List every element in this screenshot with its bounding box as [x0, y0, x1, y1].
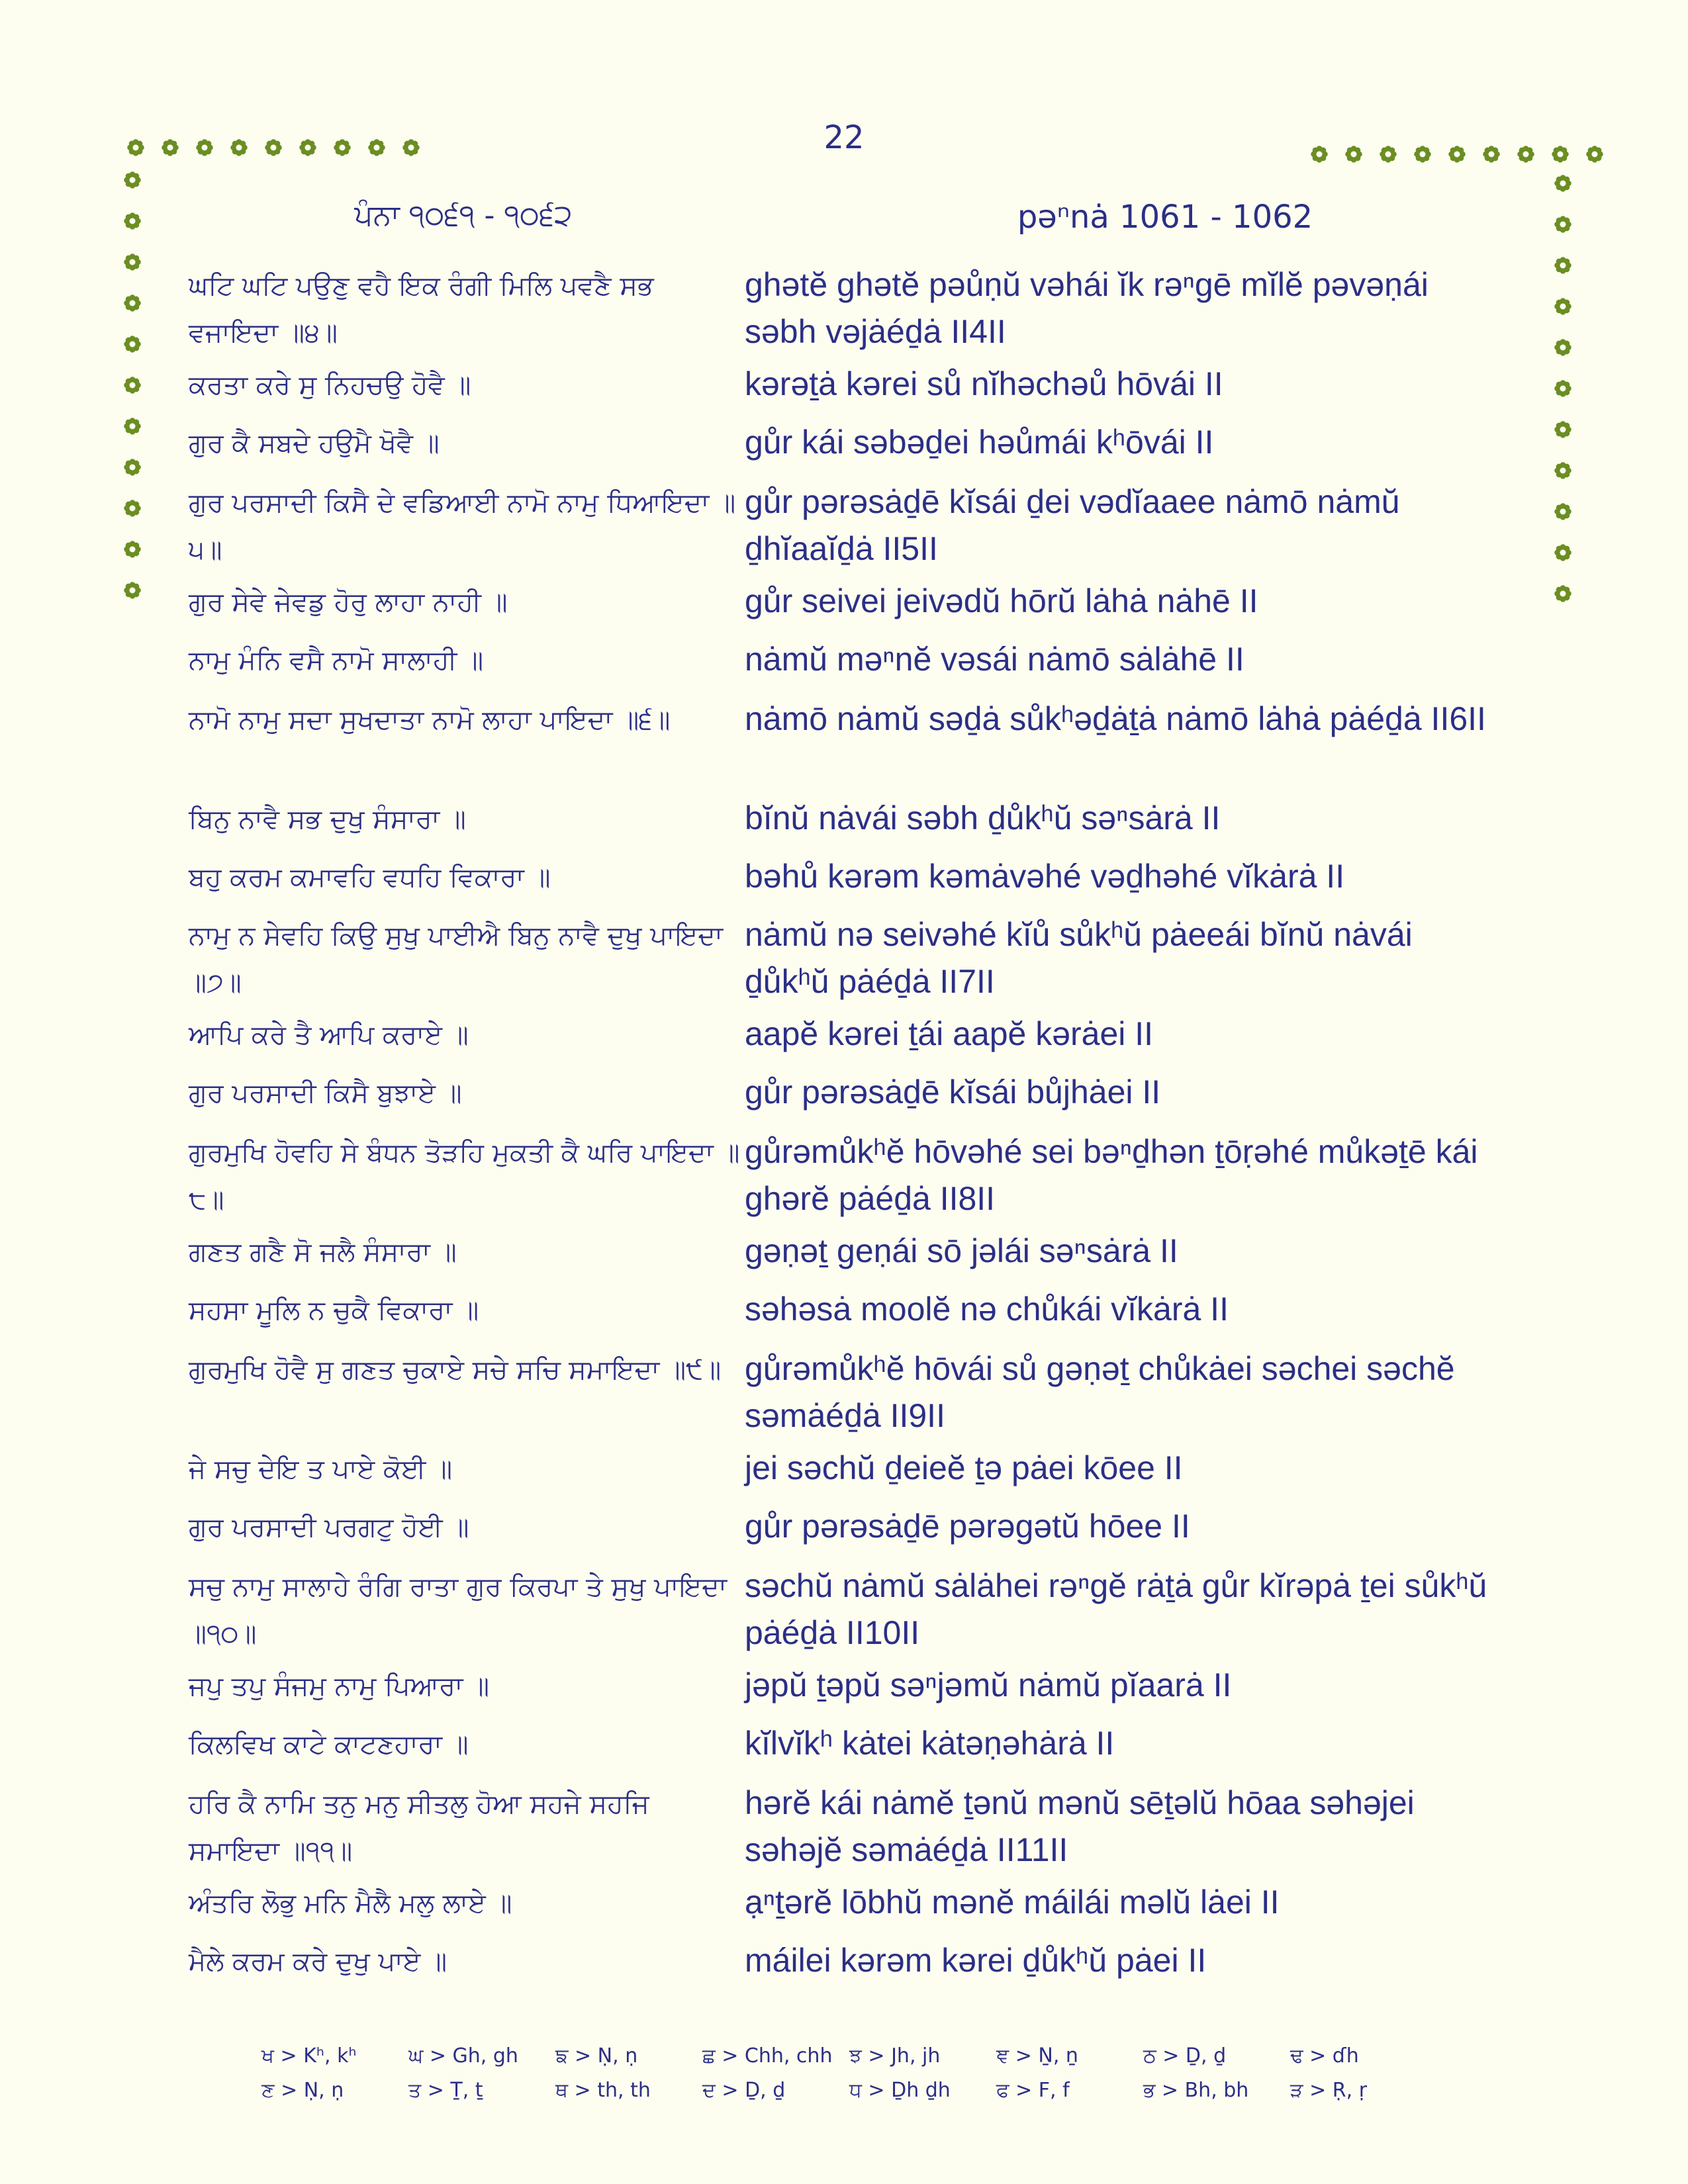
- verse-gurmukhi: ਨਾਮੁ ਮੰਨਿ ਵਸੈ ਨਾਮੋ ਸਾਲਾਹੀ ॥: [189, 645, 484, 676]
- flower-icon: [1309, 144, 1329, 164]
- flower-icon: [1553, 543, 1573, 563]
- flower-icon: [1553, 502, 1573, 522]
- verse-transliteration: gůrəmůkʰĕ hōvəhé sei bəⁿḏhən ṯōṛəhé můkəṯē kái ghərĕ pȧéḏȧ II8II: [745, 1133, 1478, 1217]
- verse-transliteration: gəṇəṯ geṇái sō jəlái səⁿsȧrȧ II: [745, 1232, 1178, 1269]
- verse-gurmukhi: ਗੁਰ ਕੈ ਸਬਦੇ ਹਉਮੈ ਖੋਵੈ ॥: [189, 428, 440, 459]
- verse-gurmukhi: ਕਿਲਵਿਖ ਕਾਟੇ ਕਾਟਣਹਾਰਾ ॥: [189, 1729, 469, 1760]
- verse-transliteration: ạⁿṯərĕ lōbhŭ mənĕ máilái məlŭ lȧei II: [745, 1884, 1280, 1921]
- verse-row: [189, 1937, 1513, 1997]
- verse-gurmukhi: ਹਰਿ ਕੈ ਨਾਮਿ ਤਨੁ ਮਨੁ ਸੀਤਲੁ ਹੋਆ ਸਹਜੇ ਸਹਜਿ ਸਮਾਇਦਾ ॥੧੧॥: [189, 1789, 649, 1866]
- verse-gurmukhi: ਸਚੁ ਨਾਮੁ ਸਾਲਾਹੇ ਰੰਗਿ ਰਾਤਾ ਗੁਰ ਕਿਰਪਾ ਤੇ ਸੁਖੁ ਪਾਇਦਾ ॥੧੦॥: [189, 1572, 727, 1649]
- transliteration-legend: [261, 2038, 1453, 2107]
- legend-item: ਦ > Ḏ, ḏ: [702, 2078, 786, 2102]
- verse-gurmukhi: ਅੰਤਰਿ ਲੋਭੁ ਮਨਿ ਮੈਲੈ ਮਲੁ ਲਾਏ ॥: [189, 1888, 512, 1919]
- verse-gurmukhi: ਬਹੁ ਕਰਮ ਕਮਾਵਹਿ ਵਧਹਿ ਵਿਕਾਰਾ ॥: [189, 862, 551, 893]
- verse-transliteration: gůr kái səbəḏei həůmái kʰōvái II: [745, 424, 1214, 461]
- flower-icon: [122, 252, 142, 272]
- verse-row: [189, 419, 1513, 478]
- flower-icon: [1344, 144, 1364, 164]
- verse-transliteration: hərĕ kái nȧmĕ ṯənŭ mənŭ sēṯəlŭ hōaa səhəjei səhəjĕ səmȧéḏȧ II11II: [745, 1784, 1415, 1868]
- verse-row: [189, 261, 1513, 361]
- flower-icon: [1553, 214, 1573, 234]
- verse-gurmukhi: ਗੁਰ ਪਰਸਾਦੀ ਪਰਗਟੁ ਹੋਈ ॥: [189, 1512, 469, 1543]
- flower-icon: [1481, 144, 1501, 164]
- flower-icon: [122, 498, 142, 518]
- flower-icon: [1553, 584, 1573, 604]
- verse-transliteration: səchŭ nȧmŭ sȧlȧhei rəⁿgĕ rȧṯȧ gůr kĭrəpȧ ṯei sůkʰŭ pȧéḏȧ II10II: [745, 1567, 1487, 1651]
- verse-transliteration: jei səchŭ ḏeieĕ ṯə pȧei kōee II: [745, 1449, 1183, 1486]
- flower-icon: [122, 580, 142, 600]
- verse-transliteration: kərəṯȧ kərei sů nĭhəchəů hōvái II: [745, 365, 1223, 402]
- legend-item: ਝ > Jh, jh: [849, 2044, 941, 2068]
- legend-item: ਙ > Ṇ, ṇ: [555, 2044, 638, 2068]
- flower-icon: [126, 138, 146, 158]
- verse-row: [189, 1345, 1513, 1445]
- flower-icon: [1553, 461, 1573, 480]
- legend-row: [261, 2073, 1453, 2107]
- legend-item: ਠ > Ḏ, ḏ: [1143, 2044, 1227, 2068]
- legend-item: ਛ > Chh, chh: [702, 2044, 833, 2068]
- verse-gurmukhi: ਬਿਨੁ ਨਾਵੈ ਸਭ ਦੁਖੁ ਸੰਸਾਰਾ ॥: [189, 804, 466, 835]
- flower-icon: [1553, 173, 1573, 193]
- verse-row: [189, 361, 1513, 419]
- verse-list: [189, 261, 1513, 1997]
- legend-row: [261, 2038, 1453, 2073]
- flower-border-top-left: [126, 138, 421, 158]
- legend-item: ੜ > Ṛ, ṛ: [1290, 2078, 1368, 2102]
- page-number: 22: [823, 119, 865, 156]
- legend-item: ਥ > th, th: [555, 2078, 651, 2102]
- verse-gurmukhi: ਜੇ ਸਚੁ ਦੇਇ ਤ ਪਾਏ ਕੋਈ ॥: [189, 1454, 453, 1484]
- verse-transliteration: gůr pərəsȧḏē kĭsái ḏei vədĭaaee nȧmō nȧmŭ ḏhĭaaĭḏȧ II5II: [745, 483, 1400, 567]
- flower-icon: [298, 138, 318, 158]
- verse-row: [189, 636, 1513, 696]
- flower-icon: [1550, 144, 1570, 164]
- verse-gurmukhi: ਗੁਰ ਸੇਵੇ ਜੇਵਡੁ ਹੋਰੁ ਲਾਹਾ ਨਾਹੀ ॥: [189, 587, 508, 617]
- flower-icon: [122, 334, 142, 354]
- verse-row: [189, 1780, 1513, 1879]
- flower-icon: [1378, 144, 1398, 164]
- verse-row: [189, 478, 1513, 578]
- flower-icon: [122, 539, 142, 559]
- flower-border-right: [1553, 173, 1573, 604]
- verse-row: [189, 696, 1513, 795]
- verse-row: [189, 1128, 1513, 1228]
- verse-transliteration: nȧmŭ nə seivəhé kĭů sůkʰŭ pȧeeái bĭnŭ nȧvái ḏůkʰŭ pȧéḏȧ II7II: [745, 916, 1413, 1000]
- verse-row: [189, 1720, 1513, 1780]
- flower-icon: [160, 138, 180, 158]
- flower-icon: [1553, 255, 1573, 275]
- verse-gurmukhi: ਆਪਿ ਕਰੇ ਤੈ ਆਪਿ ਕਰਾਏ ॥: [189, 1020, 469, 1050]
- verse-row: [189, 1563, 1513, 1662]
- legend-item: ਭ > Bh, bh: [1143, 2078, 1249, 2102]
- flower-icon: [1447, 144, 1467, 164]
- legend-item: ਤ > Ṯ, ṯ: [408, 2078, 483, 2102]
- legend-item: ਢ > ɗh: [1290, 2044, 1359, 2068]
- verse-gurmukhi: ਗੁਰ ਪਰਸਾਦੀ ਕਿਸੈ ਦੇ ਵਡਿਆਈ ਨਾਮੋ ਨਾਮੁ ਧਿਆਇਦਾ ॥੫॥: [189, 488, 736, 565]
- verse-transliteration: nȧmŭ məⁿnĕ vəsái nȧmō sȧlȧhē II: [745, 641, 1244, 678]
- verse-transliteration: nȧmō nȧmŭ səḏȧ sůkʰəḏȧṯȧ nȧmō lȧhȧ pȧéḏȧ II6II: [745, 700, 1486, 737]
- verse-transliteration: ghətĕ ghətĕ pəůṇŭ vəhái ĭk rəⁿgē mĭlĕ pəvəṇái səbh vəjȧéḏȧ II4II: [745, 266, 1429, 350]
- verse-transliteration: jəpŭ ṯəpŭ səⁿjəmŭ nȧmŭ pĭaarȧ II: [745, 1666, 1232, 1704]
- verse-row: [189, 578, 1513, 636]
- legend-item: ਖ > Kʰ, kʰ: [261, 2044, 357, 2068]
- verse-transliteration: aapĕ kərei ṯái aapĕ kərȧei II: [745, 1015, 1154, 1052]
- verse-row: [189, 1445, 1513, 1503]
- verse-transliteration: səhəsȧ moolĕ nə chůkái vĭkȧrȧ II: [745, 1291, 1229, 1328]
- verse-row: [189, 853, 1513, 911]
- verse-transliteration: máilei kərəm kərei ḏůkʰŭ pȧei II: [745, 1942, 1207, 1979]
- flower-icon: [122, 293, 142, 313]
- verse-row: [189, 1286, 1513, 1345]
- legend-item: ਞ > Ṉ, ṉ: [996, 2044, 1078, 2068]
- verse-gurmukhi: ਗੁਰਮੁਖਿ ਹੋਵਹਿ ਸੇ ਬੰਧਨ ਤੋੜਹਿ ਮੁਕਤੀ ਕੈ ਘਰਿ ਪਾਇਦਾ ॥੮॥: [189, 1138, 740, 1215]
- verse-row: [189, 1228, 1513, 1286]
- verse-row: [189, 1011, 1513, 1069]
- flower-icon: [229, 138, 249, 158]
- flower-icon: [332, 138, 352, 158]
- flower-icon: [1553, 338, 1573, 357]
- header-gurmukhi: ਪੰਨਾ ੧੦੬੧ - ੧੦੬੨: [354, 199, 573, 232]
- flower-icon: [1553, 296, 1573, 316]
- verse-row: [189, 1503, 1513, 1563]
- header-transliteration: pəⁿnȧ 1061 - 1062: [1017, 199, 1313, 236]
- flower-border-left: [122, 170, 142, 600]
- verse-transliteration: bĭnŭ nȧvái səbh ḏůkʰŭ səⁿsȧrȧ II: [745, 799, 1221, 837]
- legend-item: ਫ > F, f: [996, 2078, 1070, 2102]
- legend-item: ਣ > Ṇ, ṇ: [261, 2078, 344, 2102]
- verse-gurmukhi: ਨਾਮੋ ਨਾਮੁ ਸਦਾ ਸੁਖਦਾਤਾ ਨਾਮੋ ਲਾਹਾ ਪਾਇਦਾ ॥੬॥: [189, 705, 671, 735]
- verse-gurmukhi: ਗੁਰਮੁਖਿ ਹੋਵੈ ਸੁ ਗਣਤ ਚੁਕਾਏ ਸਚੇ ਸਚਿ ਸਮਾਇਦਾ ॥੯॥: [189, 1355, 722, 1385]
- verse-gurmukhi: ਗੁਰ ਪਰਸਾਦੀ ਕਿਸੈ ਬੁਝਾਏ ॥: [189, 1078, 462, 1109]
- page-header: [185, 199, 1509, 236]
- flower-icon: [1516, 144, 1536, 164]
- verse-gurmukhi: ਕਰਤਾ ਕਰੇ ਸੁ ਨਿਹਚਉ ਹੋਵੈ ॥: [189, 370, 471, 400]
- verse-transliteration: gůr seivei jeivədŭ hōrŭ lȧhȧ nȧhē II: [745, 582, 1258, 619]
- flower-icon: [263, 138, 283, 158]
- flower-icon: [1553, 420, 1573, 439]
- verse-gurmukhi: ਘਟਿ ਘਟਿ ਪਉਣੁ ਵਹੈ ਇਕ ਰੰਗੀ ਮਿਲਿ ਪਵਣੈ ਸਭ ਵਜਾਇਦਾ ॥੪॥: [189, 271, 654, 348]
- verse-row: [189, 1069, 1513, 1128]
- flower-icon: [1413, 144, 1432, 164]
- verse-transliteration: gůrəmůkʰĕ hōvái sů gəṇəṯ chůkȧei səchei səchĕ səmȧéḏȧ II9II: [745, 1350, 1455, 1434]
- flower-icon: [1585, 144, 1605, 164]
- verse-transliteration: gůr pərəsȧḏē kĭsái bůjhȧei II: [745, 1073, 1161, 1111]
- flower-icon: [367, 138, 387, 158]
- legend-item: ਧ > Ḏh ḏh: [849, 2078, 951, 2102]
- flower-icon: [122, 416, 142, 436]
- flower-icon: [401, 138, 421, 158]
- flower-icon: [1553, 379, 1573, 398]
- verse-transliteration: bəhů kərəm kəmȧvəhé vəḏhəhé vĭkȧrȧ II: [745, 858, 1345, 895]
- flower-icon: [122, 457, 142, 477]
- legend-item: ਘ > Gh, gh: [408, 2044, 518, 2068]
- verse-row: [189, 1879, 1513, 1937]
- verse-row: [189, 911, 1513, 1011]
- flower-icon: [122, 375, 142, 395]
- verse-gurmukhi: ਗਣਤ ਗਣੈ ਸੋ ਜਲੈ ਸੰਸਾਰਾ ॥: [189, 1237, 457, 1267]
- verse-transliteration: gůr pərəsȧḏē pərəgətŭ hōee II: [745, 1508, 1190, 1545]
- verse-gurmukhi: ਮੈਲੇ ਕਰਮ ਕਰੇ ਦੁਖੁ ਪਾਏ ॥: [189, 1946, 447, 1977]
- verse-transliteration: kĭlvĭkʰ kȧtei kȧtəṇəhȧrȧ II: [745, 1725, 1115, 1762]
- verse-gurmukhi: ਨਾਮੁ ਨ ਸੇਵਹਿ ਕਿਉ ਸੁਖੁ ਪਾਈਐ ਬਿਨੁ ਨਾਵੈ ਦੁਖੁ ਪਾਇਦਾ ॥੭॥: [189, 921, 724, 998]
- flower-icon: [195, 138, 214, 158]
- flower-border-top-right: [1309, 144, 1605, 164]
- flower-icon: [122, 170, 142, 190]
- verse-gurmukhi: ਜਪੁ ਤਪੁ ਸੰਜਮੁ ਨਾਮੁ ਪਿਆਰਾ ॥: [189, 1671, 490, 1702]
- flower-icon: [122, 211, 142, 231]
- verse-row: [189, 795, 1513, 853]
- verse-row: [189, 1662, 1513, 1720]
- verse-gurmukhi: ਸਹਸਾ ਮੂਲਿ ਨ ਚੁਕੈ ਵਿਕਾਰਾ ॥: [189, 1295, 479, 1326]
